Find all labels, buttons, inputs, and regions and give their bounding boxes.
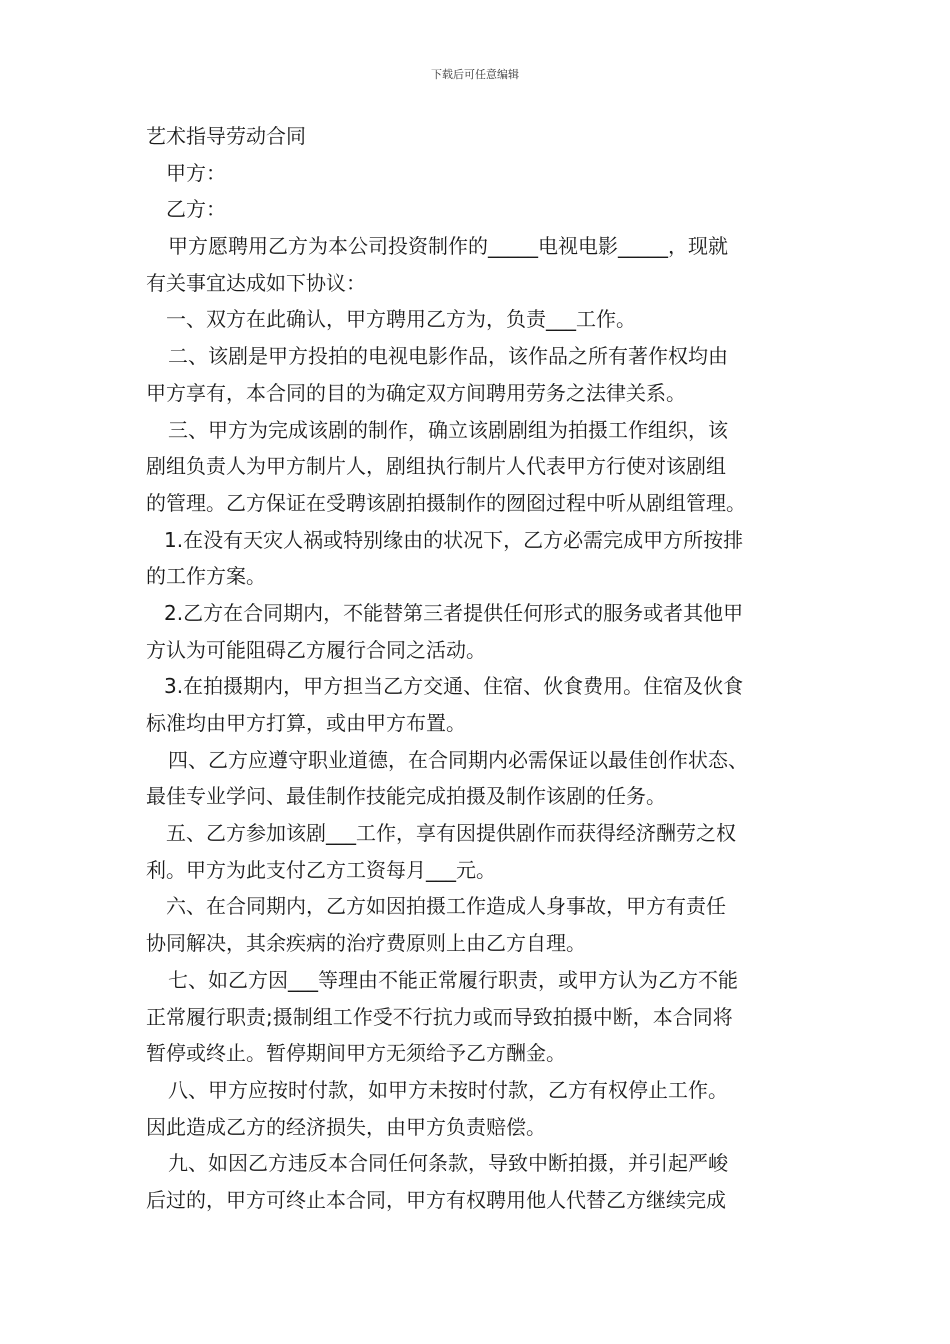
document-line: 暂停或终止。暂停期间甲方无须给予乙方酬金。 bbox=[146, 1041, 566, 1066]
document-line: 九、如因乙方违反本合同任何条款，导致中断拍摄，并引起严峻 bbox=[168, 1151, 728, 1176]
document-line: 标准均由甲方打算，或由甲方布置。 bbox=[146, 711, 466, 735]
document-line: 三、甲方为完成该剧的制作，确立该剧剧组为拍摄工作组织，该 bbox=[168, 417, 728, 442]
document-title: 艺术指导劳动合同 bbox=[146, 124, 306, 148]
document-line: 后过的，甲方可终止本合同，甲方有权聘用他人代替乙方继续完成 bbox=[146, 1187, 726, 1212]
document-line: 七、如乙方因___等理由不能正常履行职责，或甲方认为乙方不能 bbox=[168, 967, 738, 992]
document-line: 最佳专业学问、最佳制作技能完成拍摄及制作该剧的任务。 bbox=[146, 784, 666, 809]
document-line: 一、双方在此确认，甲方聘用乙方为，负责___工作。 bbox=[166, 307, 636, 332]
document-line: 八、甲方应按时付款，如甲方未按时付款，乙方有权停止工作。 bbox=[168, 1077, 728, 1102]
document-line: 1.在没有天灾人祸或特别缘由的状况下，乙方必需完成甲方所按排 bbox=[164, 527, 744, 552]
document-line: 的管理。乙方保证在受聘该剧拍摄制作的囫囵过程中听从剧组管理。 bbox=[146, 490, 746, 515]
document-line: 甲方享有，本合同的目的为确定双方间聘用劳务之法律关系。 bbox=[146, 380, 686, 405]
document-line: 2.乙方在合同期内，不能替第三者提供任何形式的服务或者其他甲 bbox=[164, 600, 744, 625]
document-line: 乙方： bbox=[166, 197, 226, 222]
document-body bbox=[146, 118, 812, 1219]
document-line: 的工作方案。 bbox=[146, 564, 266, 589]
document-line: 甲方： bbox=[166, 160, 226, 185]
document-line: 二、该剧是甲方投拍的电视电影作品，该作品之所有著作权均由 bbox=[168, 344, 728, 369]
document-line: 方认为可能阻碍乙方履行合同之活动。 bbox=[146, 637, 486, 662]
page-header-note: 下载后可任意编辑 bbox=[431, 68, 519, 81]
document-line: 正常履行职责;摄制组工作受不行抗力或而导致拍摄中断，本合同将 bbox=[146, 1004, 733, 1029]
document-line: 五、乙方参加该剧___工作，享有因提供剧作而获得经济酬劳之权 bbox=[166, 821, 736, 846]
document-line: 利。甲方为此支付乙方工资每月___元。 bbox=[146, 857, 496, 882]
document-line: 剧组负责人为甲方制片人，剧组执行制片人代表甲方行使对该剧组 bbox=[146, 454, 726, 479]
document-line: 有关事宜达成如下协议： bbox=[146, 270, 366, 295]
document-line: 协同解决，其余疾病的治疗费原则上由乙方自理。 bbox=[146, 931, 586, 956]
document-line: 六、在合同期内，乙方如因拍摄工作造成人身事故，甲方有责任 bbox=[166, 894, 726, 919]
document-line: 3.在拍摄期内，甲方担当乙方交通、住宿、伙食费用。住宿及伙食 bbox=[164, 674, 744, 699]
document-line: 四、乙方应遵守职业道德，在合同期内必需保证以最佳创作状态、 bbox=[168, 747, 748, 772]
document-line: 甲方愿聘用乙方为本公司投资制作的_____电视电影_____，现就 bbox=[168, 234, 728, 259]
document-line: 因此造成乙方的经济损失，由甲方负责赔偿。 bbox=[146, 1114, 546, 1139]
